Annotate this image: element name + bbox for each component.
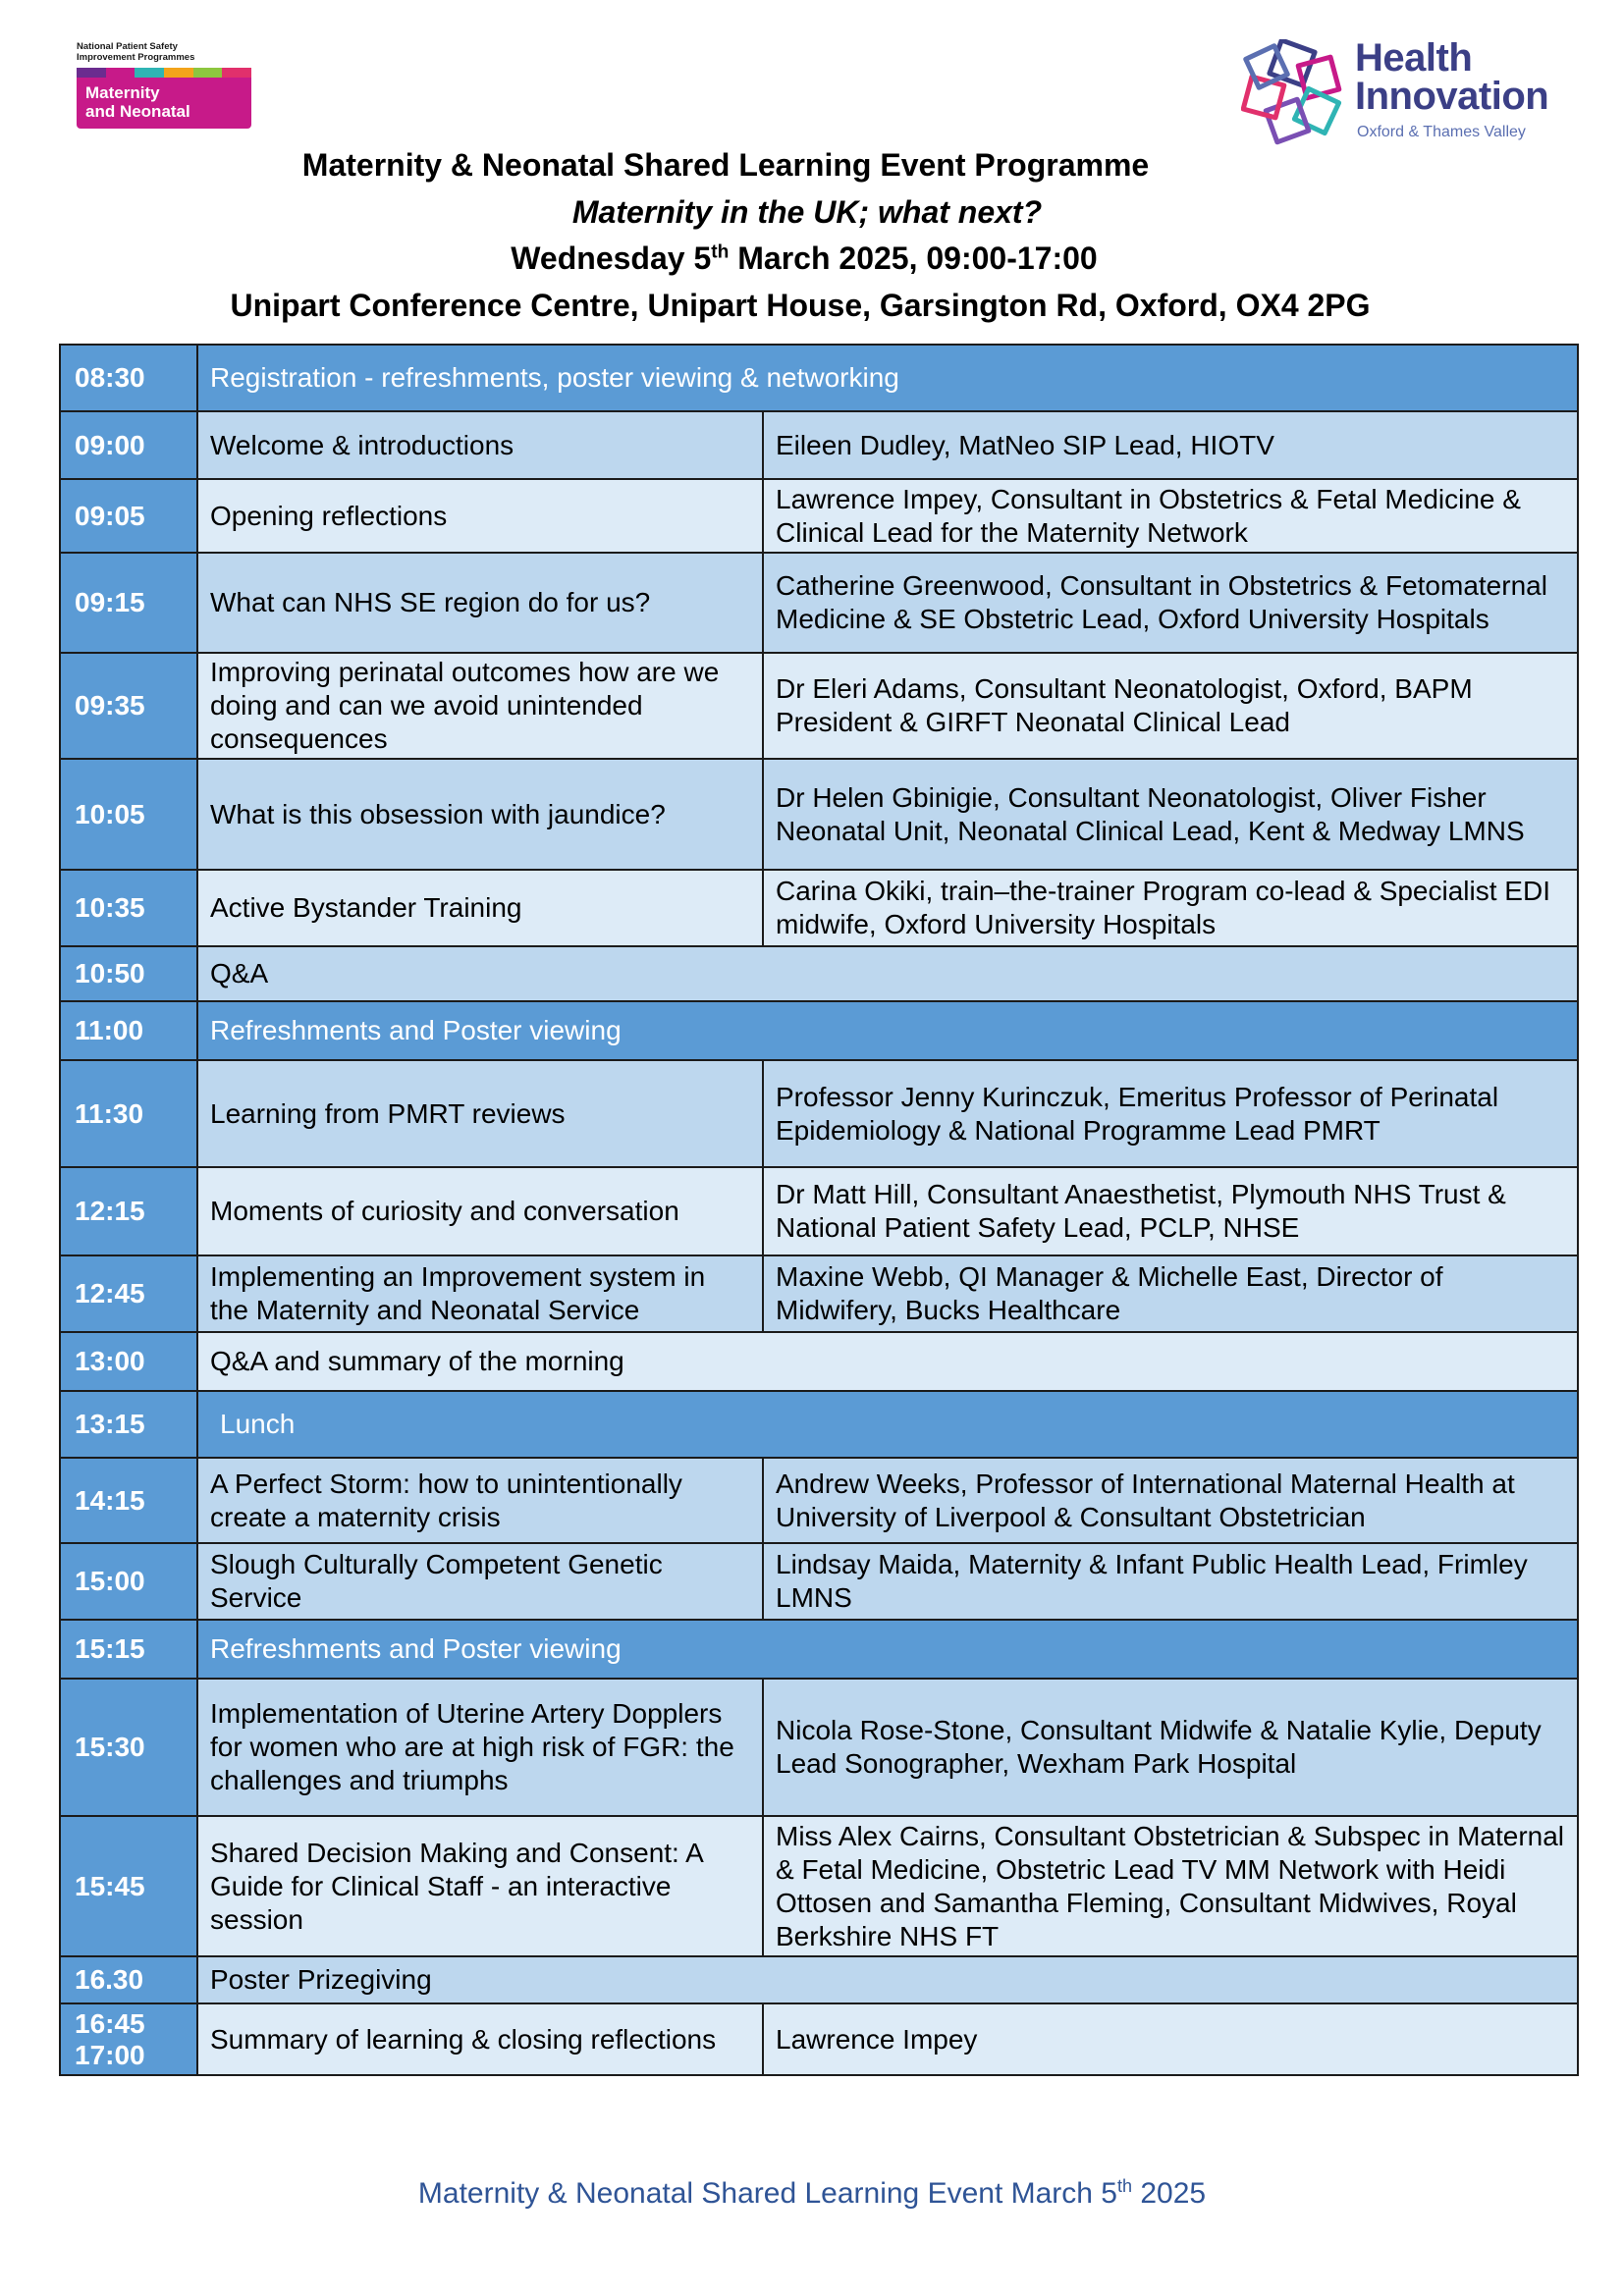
programme-table-body bbox=[60, 345, 1578, 2075]
session-time: 15:00 bbox=[60, 1543, 197, 1620]
footer-pre: Maternity & Neonatal Shared Learning Event March 5 bbox=[417, 2177, 1117, 2210]
session-speaker: Lindsay Maida, Maternity & Infant Public Health Lead, Frimley LMNS bbox=[763, 1543, 1578, 1620]
nps-logo bbox=[77, 41, 251, 129]
session-title: Q&A and summary of the morning bbox=[197, 1332, 1578, 1391]
hi-subtitle: Oxford & Thames Valley bbox=[1357, 124, 1526, 140]
session-time: 11:00 bbox=[60, 1001, 197, 1060]
programme-date bbox=[0, 240, 1616, 277]
session-time: 15:15 bbox=[60, 1620, 197, 1679]
table-row bbox=[60, 2003, 1578, 2075]
session-title: What can NHS SE region do for us? bbox=[197, 553, 763, 653]
session-title: A Perfect Storm: how to unintentionally create a maternity crisis bbox=[197, 1458, 763, 1543]
session-title: Refreshments and Poster viewing bbox=[197, 1001, 1578, 1060]
table-row bbox=[60, 1255, 1578, 1332]
session-time: 15:45 bbox=[60, 1816, 197, 1956]
session-title: Q&A bbox=[197, 946, 1578, 1001]
table-row bbox=[60, 553, 1578, 653]
session-time: 16.30 bbox=[60, 1956, 197, 2003]
session-time: 15:30 bbox=[60, 1679, 197, 1816]
session-speaker: Andrew Weeks, Professor of International Maternal Health at University of Liverpool & Consultant Obstetrician bbox=[763, 1458, 1578, 1543]
programme-subtitle: Maternity in the UK; what next? bbox=[571, 194, 1043, 230]
session-title: Implementation of Uterine Artery Dopplers for women who are at high risk of FGR: the challenges and triumphs bbox=[197, 1679, 763, 1816]
nps-color-swatch bbox=[222, 68, 251, 78]
session-time: 09:35 bbox=[60, 653, 197, 759]
date-pre: Wednesday 5 bbox=[511, 240, 712, 276]
session-title: Slough Culturally Competent Genetic Service bbox=[197, 1543, 763, 1620]
session-time bbox=[60, 2003, 197, 2075]
footer-sup: th bbox=[1116, 2176, 1132, 2196]
session-speaker: Catherine Greenwood, Consultant in Obstetrics & Fetomaternal Medicine & SE Obstetric Lead, Oxford University Hospitals bbox=[763, 553, 1578, 653]
session-speaker: Dr Eleri Adams, Consultant Neonatologist, Oxford, BAPM President & GIRFT Neonatal Clinical Lead bbox=[763, 653, 1578, 759]
programme-venue: Unipart Conference Centre, Unipart House, Garsington Rd, Oxford, OX4 2PG bbox=[230, 288, 1371, 323]
session-title bbox=[197, 1391, 1578, 1458]
table-row bbox=[60, 870, 1578, 946]
table-row bbox=[60, 1001, 1578, 1060]
session-time: 13:15 bbox=[60, 1391, 197, 1458]
date-sup: th bbox=[711, 241, 730, 263]
session-time: 10:50 bbox=[60, 946, 197, 1001]
table-row bbox=[60, 1956, 1578, 2003]
session-title: Registration - refreshments, poster viewing & networking bbox=[197, 345, 1578, 411]
health-innovation-mark-icon bbox=[1241, 39, 1347, 145]
hi-name-line2: Innovation bbox=[1355, 75, 1549, 118]
table-row bbox=[60, 479, 1578, 553]
nps-color-swatch bbox=[106, 68, 135, 78]
table-row bbox=[60, 759, 1578, 870]
health-innovation-logo bbox=[1241, 36, 1595, 147]
nps-color-swatch bbox=[164, 68, 193, 78]
table-row bbox=[60, 411, 1578, 479]
session-time: 10:35 bbox=[60, 870, 197, 946]
session-title: Summary of learning & closing reflections bbox=[197, 2003, 763, 2075]
session-time: 10:05 bbox=[60, 759, 197, 870]
session-time-part: 17:00 bbox=[75, 2039, 145, 2070]
session-speaker: Eileen Dudley, MatNeo SIP Lead, HIOTV bbox=[763, 411, 1578, 479]
session-speaker: Lawrence Impey bbox=[763, 2003, 1578, 2075]
nps-box-line1: Maternity bbox=[85, 83, 160, 102]
session-title: Opening reflections bbox=[197, 479, 763, 553]
table-row bbox=[60, 1620, 1578, 1679]
session-title: Welcome & introductions bbox=[197, 411, 763, 479]
session-title: Learning from PMRT reviews bbox=[197, 1060, 763, 1167]
table-row bbox=[60, 1391, 1578, 1458]
table-row bbox=[60, 1816, 1578, 1956]
table-row bbox=[60, 1167, 1578, 1255]
session-speaker: Lawrence Impey, Consultant in Obstetrics & Fetal Medicine & Clinical Lead for the Maternity Network bbox=[763, 479, 1578, 553]
page-footer bbox=[0, 2177, 1624, 2211]
table-row bbox=[60, 345, 1578, 411]
table-row bbox=[60, 1679, 1578, 1816]
session-speaker: Miss Alex Cairns, Consultant Obstetrician & Subspec in Maternal & Fetal Medicine, Obstetric Lead TV MM Network with Heidi Ottosen and Samantha Fleming, Consultant Midwives, Royal Berkshire NHS FT bbox=[763, 1816, 1578, 1956]
session-time: 08:30 bbox=[60, 345, 197, 411]
session-time: 09:05 bbox=[60, 479, 197, 553]
session-title: Active Bystander Training bbox=[197, 870, 763, 946]
programme-table bbox=[59, 344, 1579, 2076]
session-speaker: Carina Okiki, train–the-trainer Program co-lead & Specialist EDI midwife, Oxford University Hospitals bbox=[763, 870, 1578, 946]
session-time: 09:15 bbox=[60, 553, 197, 653]
session-time: 11:30 bbox=[60, 1060, 197, 1167]
table-row bbox=[60, 1458, 1578, 1543]
table-row bbox=[60, 1332, 1578, 1391]
table-row bbox=[60, 653, 1578, 759]
session-time: 09:00 bbox=[60, 411, 197, 479]
session-title: What is this obsession with jaundice? bbox=[197, 759, 763, 870]
session-time-part: 16:45 bbox=[75, 2007, 145, 2039]
session-speaker: Professor Jenny Kurinczuk, Emeritus Professor of Perinatal Epidemiology & National Programme Lead PMRT bbox=[763, 1060, 1578, 1167]
table-row bbox=[60, 1060, 1578, 1167]
nps-logo-line1: National Patient Safety bbox=[77, 41, 178, 52]
health-innovation-wordmark bbox=[1355, 36, 1549, 118]
table-row bbox=[60, 1543, 1578, 1620]
session-speaker: Dr Helen Gbinigie, Consultant Neonatologist, Oliver Fisher Neonatal Unit, Neonatal Clinical Lead, Kent & Medway LMNS bbox=[763, 759, 1578, 870]
date-post: March 2025, 09:00-17:00 bbox=[729, 240, 1098, 276]
session-title: Poster Prizegiving bbox=[197, 1956, 1578, 2003]
session-title: Refreshments and Poster viewing bbox=[197, 1620, 1578, 1679]
session-time: 14:15 bbox=[60, 1458, 197, 1543]
nps-color-swatch bbox=[135, 68, 164, 78]
session-title: Moments of curiosity and conversation bbox=[197, 1167, 763, 1255]
nps-box-line2: and Neonatal bbox=[85, 102, 190, 121]
nps-color-swatch bbox=[77, 68, 106, 78]
session-speaker: Dr Matt Hill, Consultant Anaesthetist, Plymouth NHS Trust & National Patient Safety Lead, PCLP, NHSE bbox=[763, 1167, 1578, 1255]
session-speaker: Nicola Rose-Stone, Consultant Midwife & Natalie Kylie, Deputy Lead Sonographer, Wexham Park Hospital bbox=[763, 1679, 1578, 1816]
session-title: Shared Decision Making and Consent: A Guide for Clinical Staff - an interactive session bbox=[197, 1816, 763, 1956]
table-row bbox=[60, 946, 1578, 1001]
programme-title: Maternity & Neonatal Shared Learning Event Programme bbox=[301, 147, 1150, 183]
session-time: 12:15 bbox=[60, 1167, 197, 1255]
hi-name-line1: Health bbox=[1355, 36, 1473, 80]
footer-post: 2025 bbox=[1132, 2177, 1207, 2210]
nps-color-bar bbox=[77, 68, 251, 78]
nps-color-swatch bbox=[193, 68, 223, 78]
session-title: Implementing an Improvement system in the Maternity and Neonatal Service bbox=[197, 1255, 763, 1332]
session-time: 13:00 bbox=[60, 1332, 197, 1391]
session-time: 12:45 bbox=[60, 1255, 197, 1332]
nps-logo-line2: Improvement Programmes bbox=[77, 52, 195, 63]
lunch-label: Lunch bbox=[220, 1409, 296, 1439]
session-speaker: Maxine Webb, QI Manager & Michelle East, Director of Midwifery, Bucks Healthcare bbox=[763, 1255, 1578, 1332]
session-title: Improving perinatal outcomes how are we doing and can we avoid unintended consequences bbox=[197, 653, 763, 759]
nps-logo-box bbox=[77, 78, 251, 129]
